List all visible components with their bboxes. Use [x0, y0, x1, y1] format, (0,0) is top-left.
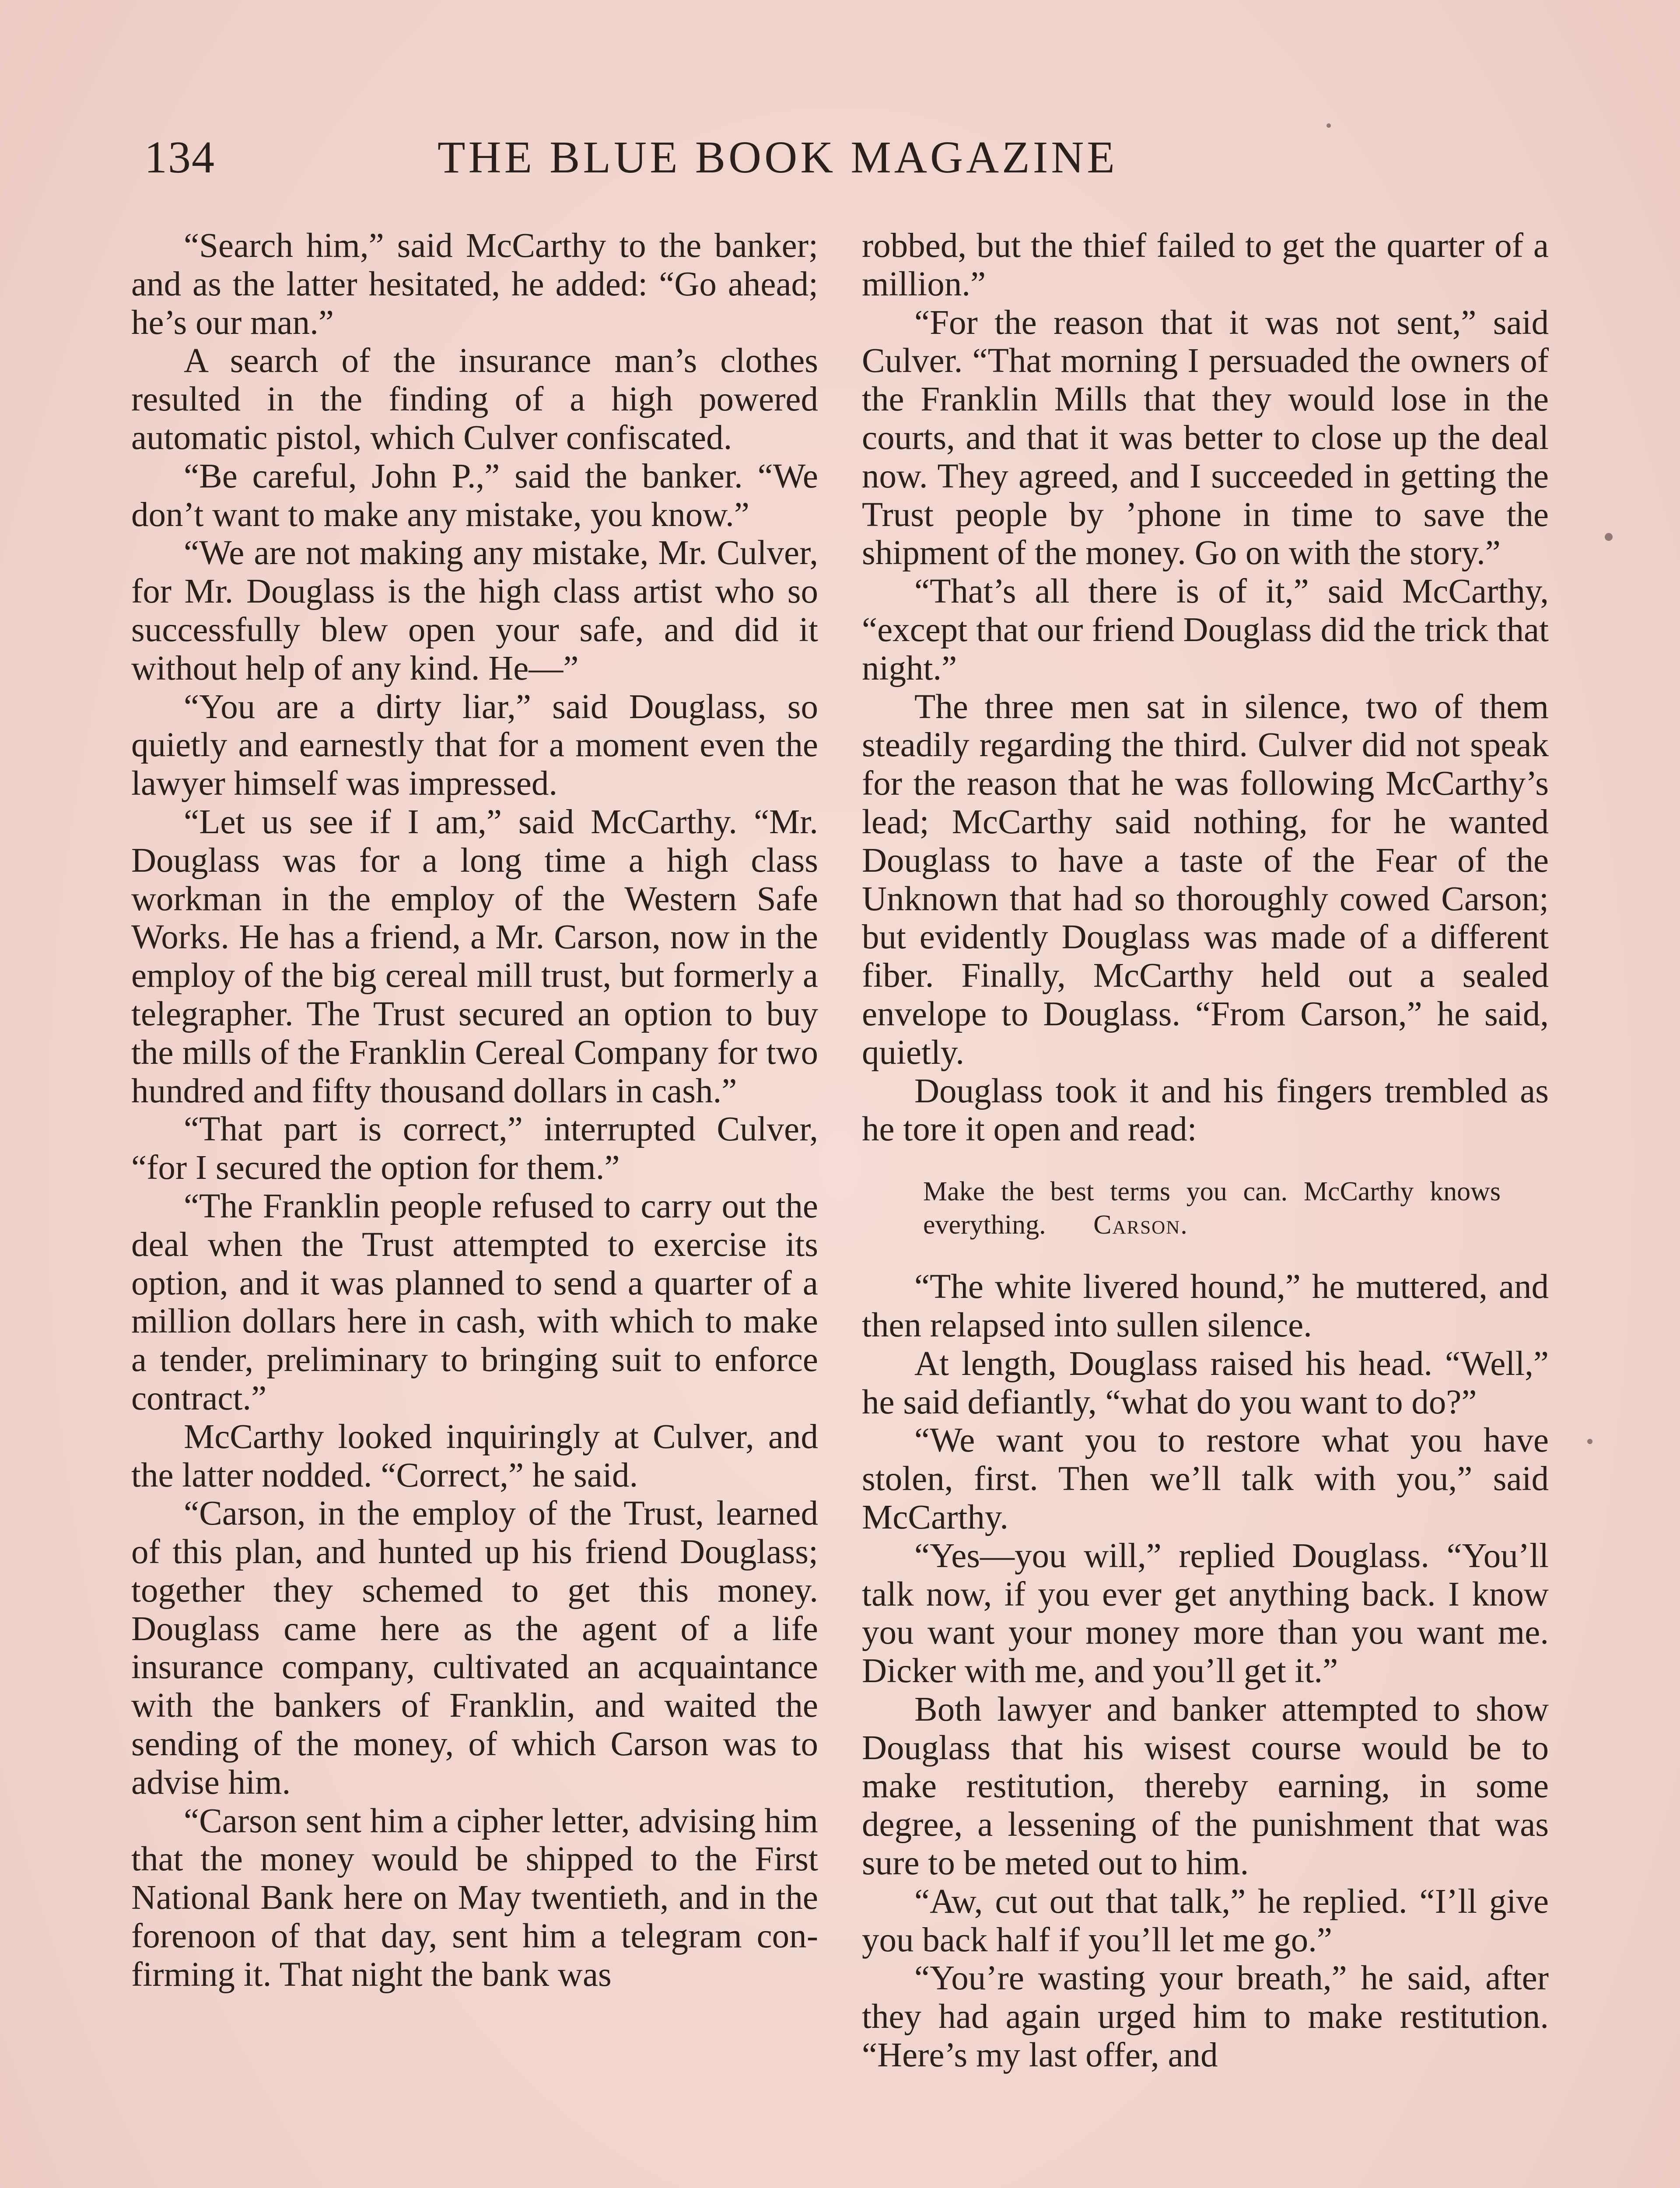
paragraph: “Yes—you will,” replied Douglass. “You’ll talk now, if you ever get anything back. I know you want your money more than you want me. Dicker with me, and you’ll get it.”	[862, 1536, 1549, 1690]
paragraph: “That part is correct,” interrupted Culver, “for I secured the option for them.”	[131, 1110, 818, 1187]
paper-speck	[1605, 533, 1613, 541]
paragraph: “That’s all there is of it,” said McCarthy, “except that our friend Douglass did the trick that night.”	[862, 572, 1549, 687]
paragraph: robbed, but the thief failed to get the quarter of a million.”	[862, 227, 1549, 303]
paragraph: “Let us see if I am,” said McCarthy. “Mr. Douglass was for a long time a high class workman in the employ of the Western Safe Works. He has a friend, a Mr. Carson, now in the employ of the big cereal mill trust, but formerly a telegrapher. The Trust secured an option to buy the mills of the Franklin Cereal Company for two hundred and fifty thousand dollars in cash.”	[131, 803, 818, 1110]
paragraph: The three men sat in silence, two of them steadily regarding the third. Culver did not speak for the reason that he was following McCarthy’s lead; McCarthy said nothing, for he wanted Douglass to have a taste of the Fear of the Unknown that had so thoroughly cowed Carson; but evidently Douglass was made of a different fiber. Finally, McCarthy held out a sealed envelope to Douglass. “From Carson,” he said, quietly.	[862, 687, 1549, 1072]
paragraph: “You’re wasting your breath,” he said, after they had again urged him to make restitution. “Here’s my last offer, and	[862, 1959, 1549, 2075]
quoted-letter	[862, 1175, 1549, 1241]
running-title: THE BLUE BOOK MAGAZINE	[438, 132, 1118, 182]
page-header	[144, 127, 1540, 193]
paragraph: “You are a dirty liar,” said Douglass, so quietly and earnestly that for a moment even the lawyer himself was impressed.	[131, 687, 818, 803]
paragraph: Douglass took it and his fingers trembled as he tore it open and read:	[862, 1072, 1549, 1149]
page-number: 134	[144, 132, 215, 182]
paragraph: “We want you to restore what you have stolen, first. Then we’ll talk with you,” said McCarthy.	[862, 1421, 1549, 1536]
paragraph: A search of the insurance man’s clothes resulted in the finding of a high powered automatic pistol, which Culver confiscated.	[131, 342, 818, 457]
paragraph: “Search him,” said McCarthy to the banker; and as the latter hesitated, he added: “Go ahead; he’s our man.”	[131, 227, 818, 342]
paragraph: “Aw, cut out that talk,” he replied. “I’ll give you back half if you’ll let me go.”	[862, 1882, 1549, 1959]
paragraph: McCarthy looked inquiringly at Culver, and the latter nodded. “Correct,” he said.	[131, 1417, 818, 1494]
letter-signature: Carson.	[1093, 1210, 1188, 1240]
paragraph: “Carson, in the employ of the Trust, learned of this plan, and hunted up his friend Douglass; together they schemed to get this money. Douglass came here as the agent of a life insurance company, cultivated an acquaintance with the bankers of Franklin, and waited the sending of the money, of which Carson was to advise him.	[131, 1494, 818, 1802]
paragraph: Both lawyer and banker attempted to show Douglass that his wisest course would be to make restitution, thereby earning, in some degree, a lessening of the punishment that was sure to be meted out to him.	[862, 1690, 1549, 1883]
paragraph: “Be careful, John P.,” said the banker. “We don’t want to make any mistake, you know.”	[131, 457, 818, 534]
paragraph: “For the reason that it was not sent,” said Culver. “That morning I persuaded the owners of the Franklin Mills that they would lose in the courts, and that it was better to close up the deal now. They agreed, and I succeeded in getting the Trust people by ’phone in time to save the shipment of the money. Go on with the story.”	[862, 303, 1549, 572]
paragraph: “The white livered hound,” he muttered, and then relapsed into sullen silence.	[862, 1268, 1549, 1344]
paper-speck	[1326, 123, 1331, 128]
text-columns	[131, 227, 1549, 2188]
paragraph: “The Franklin people refused to carry out the deal when the Trust attempted to exercise its option, and it was planned to send a quarter of a million dollars here in cash, with which to make a tender, preliminary to bringing suit to enforce contract.”	[131, 1187, 818, 1417]
paragraph: “We are not making any mistake, Mr. Culver, for Mr. Douglass is the high class artist who so successfully blew open your safe, and did it without help of any kind. He—”	[131, 534, 818, 687]
paragraph: At length, Douglass raised his head. “Well,” he said defiantly, “what do you want to do?”	[862, 1344, 1549, 1421]
left-column	[131, 227, 818, 2188]
letter-text: Make the best terms you can. McCarthy knows everything.	[923, 1177, 1501, 1240]
paper-speck	[1587, 1439, 1592, 1444]
paragraph: “Carson sent him a cipher letter, advising him that the money would be shipped to the First National Bank here on May twentieth, and in the forenoon of that day, sent him a telegram confirming it. That night the bank was	[131, 1802, 818, 1994]
right-column	[862, 227, 1549, 2188]
